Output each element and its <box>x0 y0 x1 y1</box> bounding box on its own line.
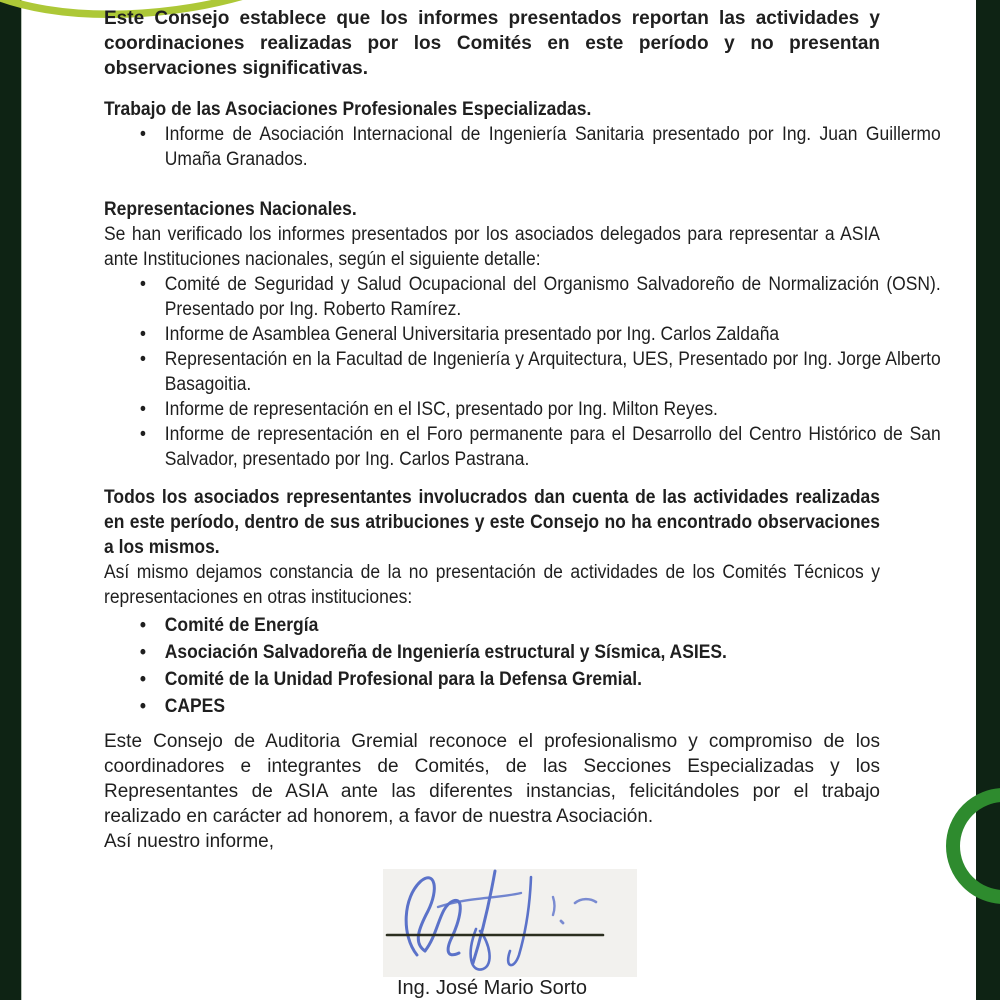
signature-block <box>383 869 637 977</box>
signature-image <box>383 869 637 977</box>
heading-representaciones-nacionales: Representaciones Nacionales. <box>104 199 357 220</box>
heading-asociaciones-profesionales: Trabajo de las Asociaciones Profesionales Especializadas. <box>104 99 592 120</box>
bullet-item: • Comité de Seguridad y Salud Ocupacional del Organismo Salvadoreño de Normalización (OSN). Presentado por Ing. Roberto Ramírez. <box>165 272 941 322</box>
bullet-item: • Representación en la Facultad de Ingeniería y Arquitectura, UES, Presentado por Ing. Jorge Alberto Basagoitia. <box>165 347 941 397</box>
bullet-item: • Comité de la Unidad Profesional para la Defensa Gremial. <box>165 667 941 692</box>
closing-paragraph: Este Consejo de Auditoria Gremial reconoce el profesionalismo y compromiso de los coordinadores e integrantes de Comités, de las Secciones Especializadas y los Representantes de ASIA ante las diferentes instancias, felicitándoles por el trabajo realizado en carácter ad honorem, a favor de nuestra Asociación. <box>104 731 880 827</box>
bullet-item: • Asociación Salvadoreña de Ingeniería estructural y Sísmica, ASIES. <box>165 640 941 665</box>
representaciones-bullet-list <box>104 272 941 472</box>
representaciones-intro-paragraph: Se han verificado los informes presentados por los asociados delegados para representar a ASIA ante Instituciones nacionales, según el siguiente detalle: <box>104 224 880 270</box>
signoff-line: Así nuestro informe, <box>104 831 275 852</box>
signatory-name: Ing. José Mario Sorto <box>396 977 588 999</box>
bullet-item: • Comité de Energía <box>165 613 941 638</box>
bullet-item: • Informe de representación en el ISC, presentado por Ing. Milton Reyes. <box>165 397 941 422</box>
asociaciones-bullet-list <box>104 122 941 172</box>
left-border-bar <box>0 0 22 1000</box>
bullet-item: • Informe de Asociación Internacional de Ingeniería Sanitaria presentado por Ing. Juan Guillermo Umaña Granados. <box>165 122 941 172</box>
bullet-item: • Informe de representación en el Foro permanente para el Desarrollo del Centro Histórico de San Salvador, presentado por Ing. Carlos Pastrana. <box>165 422 941 472</box>
bullet-item: • Informe de Asamblea General Universitaria presentado por Ing. Carlos Zaldaña <box>165 322 941 347</box>
bullet-item: • CAPES <box>165 694 941 719</box>
intro-paragraph: Este Consejo establece que los informes presentados reportan las actividades y coordinaciones realizadas por los Comités en este período y no presentan observaciones significativas. <box>104 8 880 79</box>
no-activity-bullet-list <box>104 613 941 719</box>
assessment-paragraph: Todos los asociados representantes involucrados dan cuenta de las actividades realizadas en este período, dentro de sus atribuciones y este Consejo no ha encontrado observaciones a los mismos. <box>104 487 880 558</box>
document-body <box>104 0 941 854</box>
non-reporting-intro-paragraph: Así mismo dejamos constancia de la no presentación de actividades de los Comités Técnicos y representaciones en otras instituciones: <box>104 562 880 608</box>
green-circle-decoration <box>946 788 1000 904</box>
